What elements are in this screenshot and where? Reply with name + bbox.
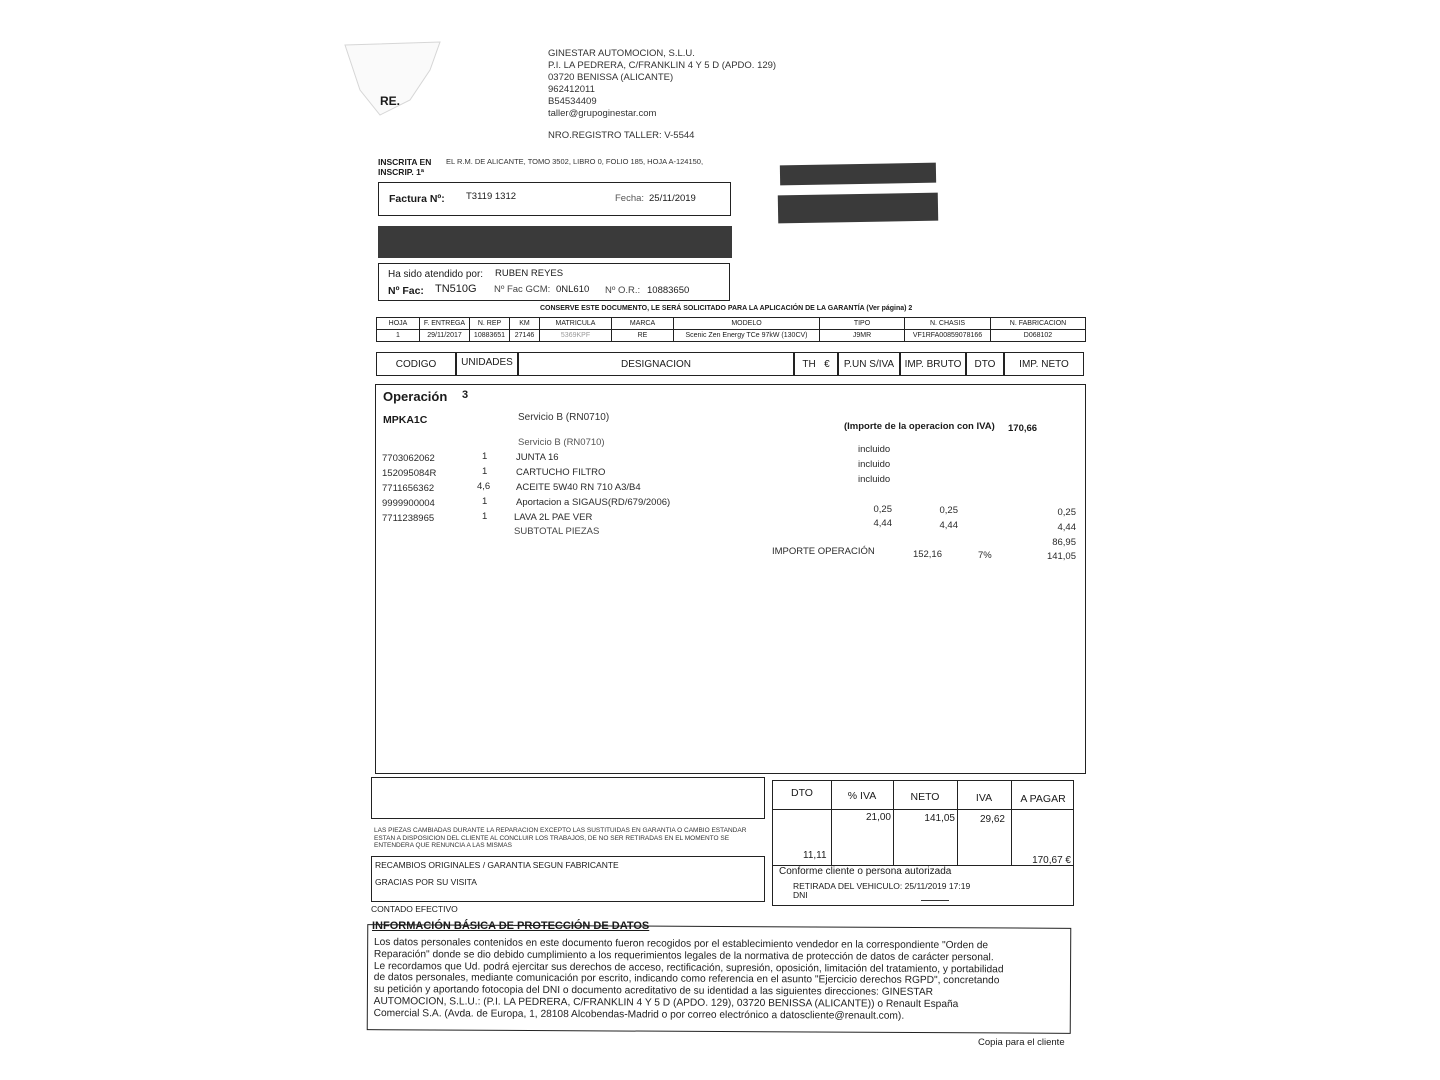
- col-dto: DTO: [966, 352, 1004, 376]
- privacy-line: AUTOMOCION, S.L.U.: (P.I. LA PEDRERA, C/FRANKLIN 4 Y 5 D (APDO. 129), 03720 BENISSA (ALICANTE)) o Renault España: [373, 995, 959, 1011]
- invoice-number-box: [378, 182, 731, 216]
- line-code: 7711238965: [382, 513, 435, 524]
- totals-header-dto: DTO: [791, 787, 813, 799]
- importe-op-bruto: 152,16: [912, 549, 942, 560]
- totals-header-a-pagar: A PAGAR: [1020, 793, 1066, 805]
- company-phone: 962412011: [548, 84, 595, 95]
- copy-label: Copia para el cliente: [978, 1037, 1065, 1048]
- signature-box: [772, 865, 1074, 906]
- line-units: 1: [482, 496, 488, 507]
- operation-service-2: Servicio B (RN0710): [518, 437, 605, 448]
- col-imp-neto: IMP. NETO: [1004, 352, 1084, 376]
- line-price: incluido: [858, 444, 891, 455]
- line-code: 7703062062: [382, 453, 435, 464]
- importe-op-dto: 7%: [978, 550, 992, 561]
- vehicle-header-cell: N. REP: [470, 318, 510, 329]
- line-neto: 0,25: [1057, 507, 1076, 518]
- dni-label: DNI: [793, 890, 808, 900]
- inscription-text2: INSCRIP. 1ª: [378, 167, 424, 177]
- vehicle-header-cell: MATRICULA: [540, 318, 612, 329]
- line-code: 9999900004: [382, 498, 435, 509]
- line-bruto: 0,25: [939, 505, 958, 516]
- col-designacion: DESIGNACION: [518, 352, 794, 376]
- nfac-gcm-label: Nº Fac GCM:: [494, 284, 551, 295]
- col-unidades: UNIDADES: [456, 352, 518, 376]
- operation-code: MPKA1C: [383, 414, 428, 426]
- col-pun: P.UN S/IVA: [838, 352, 900, 376]
- line-desc: CARTUCHO FILTRO: [516, 467, 606, 478]
- vehicle-value-row: [376, 329, 1086, 342]
- company-block: [548, 48, 776, 142]
- vehicle-header-cell: N. CHASIS: [905, 318, 991, 329]
- redaction-bar: [378, 226, 732, 258]
- operation-number: 3: [462, 389, 469, 401]
- privacy-text: [374, 937, 1064, 1023]
- attended-value: RUBEN REYES: [495, 268, 564, 279]
- vehicle-value-cell: RE: [612, 330, 674, 341]
- signature-line: [921, 900, 949, 901]
- vehicle-value-cell: 10883651: [470, 330, 510, 341]
- vehicle-header-cell: KM: [510, 318, 540, 329]
- vehicle-value-cell: 29/11/2017: [420, 330, 470, 341]
- vehicle-value-cell: VF1RFA00859078166: [905, 330, 991, 341]
- privacy-title: INFORMACIÓN BÁSICA DE PROTECCIÓN DE DATOS: [372, 920, 650, 932]
- company-email: taller@grupoginestar.com: [548, 108, 657, 119]
- vehicle-value-cell: 1: [377, 330, 420, 341]
- fecha-label: Fecha:: [615, 193, 645, 204]
- factura-number: T3119 1312: [466, 191, 517, 202]
- col-th-euro: TH €: [794, 352, 838, 376]
- importe-op-neto: 141,05: [1046, 551, 1076, 562]
- attended-box: [378, 263, 730, 301]
- privacy-line: su petición y aportando fotocopia del DNI o documento acreditativo de su identidad a las siguientes direcciones: GINESTAR: [373, 984, 934, 999]
- nfac-label: Nº Fac:: [388, 285, 424, 297]
- retirada-text: RETIRADA DEL VEHICULO: 25/11/2019 17:19: [793, 881, 971, 891]
- recambios-box: [371, 856, 765, 902]
- line-desc: ACEITE 5W40 RN 710 A3/B4: [516, 482, 641, 493]
- col-codigo: CODIGO: [376, 352, 456, 376]
- line-code: 7711656362: [382, 483, 435, 494]
- totals-header-iva-pct: % IVA: [847, 790, 877, 802]
- line-price: 4,44: [873, 518, 892, 529]
- payment-method: CONTADO EFECTIVO: [371, 904, 458, 914]
- totals-dto: 11,11: [803, 850, 827, 861]
- redaction-bar: [778, 193, 938, 224]
- vehicle-header-cell: TIPO: [820, 318, 905, 329]
- subtotal-value: 86,95: [1052, 537, 1076, 548]
- line-price: incluido: [858, 474, 891, 485]
- line-bruto: 4,44: [939, 520, 958, 531]
- nfac-gcm-value: 0NL610: [556, 284, 590, 295]
- redaction-bar: [780, 163, 936, 186]
- company-registry: NRO.REGISTRO TALLER: V-5544: [548, 130, 695, 141]
- conserve-notice: CONSERVE ESTE DOCUMENTO, LE SERÁ SOLICITADO PARA LA APLICACIÓN DE LA GARANTÍA (Ver página) 2: [540, 305, 913, 312]
- importe-op-label: IMPORTE OPERACIÓN: [772, 546, 875, 557]
- operation-label: Operación: [383, 389, 448, 404]
- vehicle-value-cell: D068102: [1023, 332, 1053, 339]
- totals-header-divider: [773, 809, 1073, 810]
- totals-a-pagar: 170,67 €: [1032, 855, 1071, 866]
- subtotal-label: SUBTOTAL PIEZAS: [514, 526, 600, 537]
- operation-service: Servicio B (RN0710): [518, 412, 610, 423]
- company-name: GINESTAR AUTOMOCION, S.L.U.: [548, 48, 695, 59]
- line-code: 152095084R: [382, 468, 437, 479]
- inscription-text: EL R.M. DE ALICANTE, TOMO 3502, LIBRO 0, FOLIO 185, HOJA A-124150,: [446, 157, 704, 166]
- line-desc: Aportacion a SIGAUS(RD/679/2006): [516, 497, 671, 508]
- piezas-notice: LAS PIEZAS CAMBIADAS DURANTE LA REPARACION EXCEPTO LAS SUSTITUIDAS EN GARANTIA O CAMBIO ESTANDAR ESTAN A DISPOSICION DEL CLIENTE AL CONCLUIR LOS TRABAJOS, DE NO SER RETIRADAS EN EL MOMENTO SE ENTENDERA QUE RENUNCIA A LAS MISMAS: [374, 827, 747, 849]
- attended-label: Ha sido atendido por:: [388, 269, 484, 280]
- totals-header-neto: NETO: [910, 791, 940, 803]
- items-column-header: [376, 352, 1086, 378]
- vehicle-value-cell: 5369KPF: [540, 330, 612, 341]
- line-neto: 4,44: [1057, 522, 1076, 533]
- gracias-text: GRACIAS POR SU VISITA: [375, 877, 477, 887]
- privacy-line: de datos personales, mediante comunicación por escrito, indicando como referencia en el asunto "Ejercicio derechos RGPD", concretando: [373, 972, 1000, 987]
- totals-table: [772, 780, 1074, 866]
- nor-label: Nº O.R.:: [605, 285, 641, 296]
- line-price: incluido: [858, 459, 891, 470]
- importe-operacion-value: 170,66: [1008, 423, 1038, 434]
- line-units: 1: [482, 511, 488, 522]
- totals-iva-pct: 21,00: [865, 812, 891, 823]
- privacy-line: Le recordamos que Ud. podrá ejercitar sus derechos de acceso, rectificación, supresión, oposición, limitación del tratamiento, y portabilidad: [373, 960, 1004, 975]
- inscription-label: INSCRITA EN: [378, 157, 432, 167]
- totals-header-iva: IVA: [975, 792, 993, 804]
- line-units: 1: [482, 451, 488, 462]
- line-desc: LAVA 2L PAE VER: [514, 512, 593, 523]
- company-cif: B54534409: [548, 96, 597, 107]
- nfac-value: TN510G: [435, 283, 477, 295]
- totals-neto: 141,05: [924, 813, 955, 824]
- privacy-line: Los datos personales contenidos en este documento fueron recogidos por el establecimiento vendedor en la correspondiente "Orden de: [373, 937, 989, 952]
- privacy-line: Reparación" donde se dio debido cumplimiento a los requerimientos legales de la normativa de protección de datos de carácter personal.: [373, 948, 994, 964]
- privacy-line: Comercial S.A. (Avda. de Europa, 1, 28108 Alcobendas-Madrid o por correo electrónico a datoscliente@renault.com).: [373, 1007, 905, 1022]
- vehicle-header-cell: MODELO: [674, 318, 820, 329]
- conforme-text: Conforme cliente o persona autorizada: [779, 866, 952, 877]
- vehicle-header-cell: MARCA: [612, 318, 674, 329]
- factura-label: Factura Nº:: [389, 193, 445, 205]
- importe-operacion-label: (Importe de la operacion con IVA): [844, 421, 995, 432]
- left-fragment-text: RE.: [380, 94, 401, 108]
- line-units: 1: [482, 466, 488, 477]
- nor-value: 10883650: [647, 285, 690, 296]
- line-price: 0,25: [873, 504, 892, 515]
- company-address: P.I. LA PEDRERA, C/FRANKLIN 4 Y 5 D (APDO. 129): [548, 60, 777, 71]
- col-imp-bruto: IMP. BRUTO: [900, 352, 966, 376]
- operation-box: [375, 384, 1086, 774]
- torn-corner: [340, 40, 450, 120]
- totals-iva: 29,62: [979, 814, 1005, 825]
- recambios-text: RECAMBIOS ORIGINALES / GARANTIA SEGUN FABRICANTE: [375, 860, 619, 870]
- vehicle-value-cell: Scenic Zen Energy TCe 97kW (130CV): [674, 330, 820, 341]
- vehicle-value-cell: J9MR: [820, 330, 905, 341]
- vehicle-header-cell: N. FABRICACION: [1009, 320, 1067, 327]
- line-units: 4,6: [477, 481, 491, 492]
- fecha-value: 25/11/2019: [649, 193, 696, 204]
- line-desc: JUNTA 16: [516, 452, 559, 463]
- vehicle-value-cell: 27146: [510, 330, 540, 341]
- vehicle-header-cell: F. ENTREGA: [420, 318, 470, 329]
- vehicle-header-cell: HOJA: [377, 318, 420, 329]
- company-city: 03720 BENISSA (ALICANTE): [548, 72, 674, 83]
- blank-notes-box: [371, 777, 765, 819]
